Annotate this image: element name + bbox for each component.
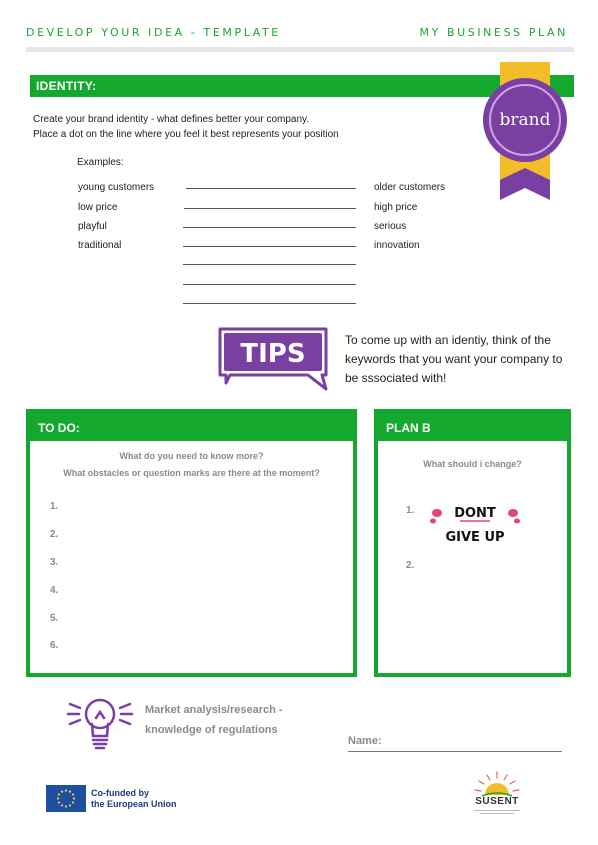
examples-label: Examples: bbox=[77, 157, 124, 168]
identity-intro bbox=[33, 112, 339, 142]
tips-speech-bubble-icon bbox=[216, 325, 330, 391]
brand-badge-label: brand bbox=[489, 84, 561, 156]
sticker-line: GIVE UP bbox=[445, 530, 505, 545]
scale-line[interactable] bbox=[186, 188, 356, 189]
todo-item-number: 3. bbox=[50, 557, 59, 568]
scale-line-blank[interactable] bbox=[183, 303, 356, 304]
plan-title: MY BUSINESS PLAN bbox=[419, 26, 568, 39]
susent-tagline-mark bbox=[472, 809, 522, 815]
market-line: Market analysis/research - bbox=[145, 704, 283, 716]
market-research-note bbox=[145, 700, 283, 740]
template-title: DEVELOP YOUR IDEA - TEMPLATE bbox=[26, 26, 281, 39]
intro-line: Place a dot on the line where you feel it best represents your position bbox=[33, 129, 339, 140]
eu-line: the European Union bbox=[91, 799, 177, 809]
market-line: knowledge of regulations bbox=[145, 724, 278, 736]
scale-right-label: serious bbox=[374, 221, 407, 232]
planb-item-number: 1. bbox=[406, 505, 415, 516]
tips-text: To come up with an identiy, think of the keywords that you want your company to be sssociated with! bbox=[345, 333, 563, 385]
todo-item-number: 6. bbox=[50, 640, 59, 651]
todo-heading: TO DO: bbox=[30, 413, 353, 441]
todo-question: What do you need to know more? bbox=[119, 451, 264, 461]
todo-item-number: 1. bbox=[50, 501, 59, 512]
planb-item-number: 2. bbox=[406, 560, 415, 571]
susent-sunrise-icon bbox=[468, 766, 526, 824]
brand-badge bbox=[483, 78, 567, 162]
scale-right-label: innovation bbox=[374, 240, 420, 251]
scale-right-label: older customers bbox=[374, 182, 446, 193]
header-divider bbox=[26, 47, 574, 52]
todo-box bbox=[26, 409, 357, 677]
todo-item-number: 2. bbox=[50, 529, 59, 540]
scale-line[interactable] bbox=[184, 208, 356, 209]
planb-heading: PLAN B bbox=[378, 413, 567, 441]
scale-line-blank[interactable] bbox=[183, 284, 356, 285]
scale-line[interactable] bbox=[183, 246, 356, 247]
eu-line: Co-funded by bbox=[91, 788, 149, 798]
name-field[interactable] bbox=[348, 751, 562, 752]
identity-heading: IDENTITY: bbox=[30, 75, 574, 97]
sticker-line: DONT bbox=[454, 506, 496, 521]
scale-left-label: young customers bbox=[78, 182, 155, 193]
name-label: Name: bbox=[348, 735, 382, 747]
dont-give-up-sticker bbox=[427, 499, 523, 549]
scale-line[interactable] bbox=[183, 227, 356, 228]
eu-flag-icon bbox=[46, 785, 86, 812]
tips-label: TIPS bbox=[240, 339, 306, 369]
scale-left-label: traditional bbox=[78, 240, 122, 251]
eu-cofunded-text bbox=[91, 788, 177, 810]
susent-logo-text: SUSENT bbox=[475, 796, 519, 807]
scale-left-label: low price bbox=[78, 202, 118, 213]
planb-question: What should i change? bbox=[423, 459, 522, 469]
todo-question: What obstacles or question marks are there at the moment? bbox=[63, 468, 320, 478]
scale-right-label: high price bbox=[374, 202, 418, 213]
intro-line: Create your brand identity - what defines better your company. bbox=[33, 114, 310, 125]
scale-line-blank[interactable] bbox=[183, 264, 356, 265]
lightbulb-icon bbox=[66, 690, 134, 756]
todo-item-number: 5. bbox=[50, 613, 59, 624]
scale-left-label: playful bbox=[78, 221, 107, 232]
todo-item-number: 4. bbox=[50, 585, 59, 596]
